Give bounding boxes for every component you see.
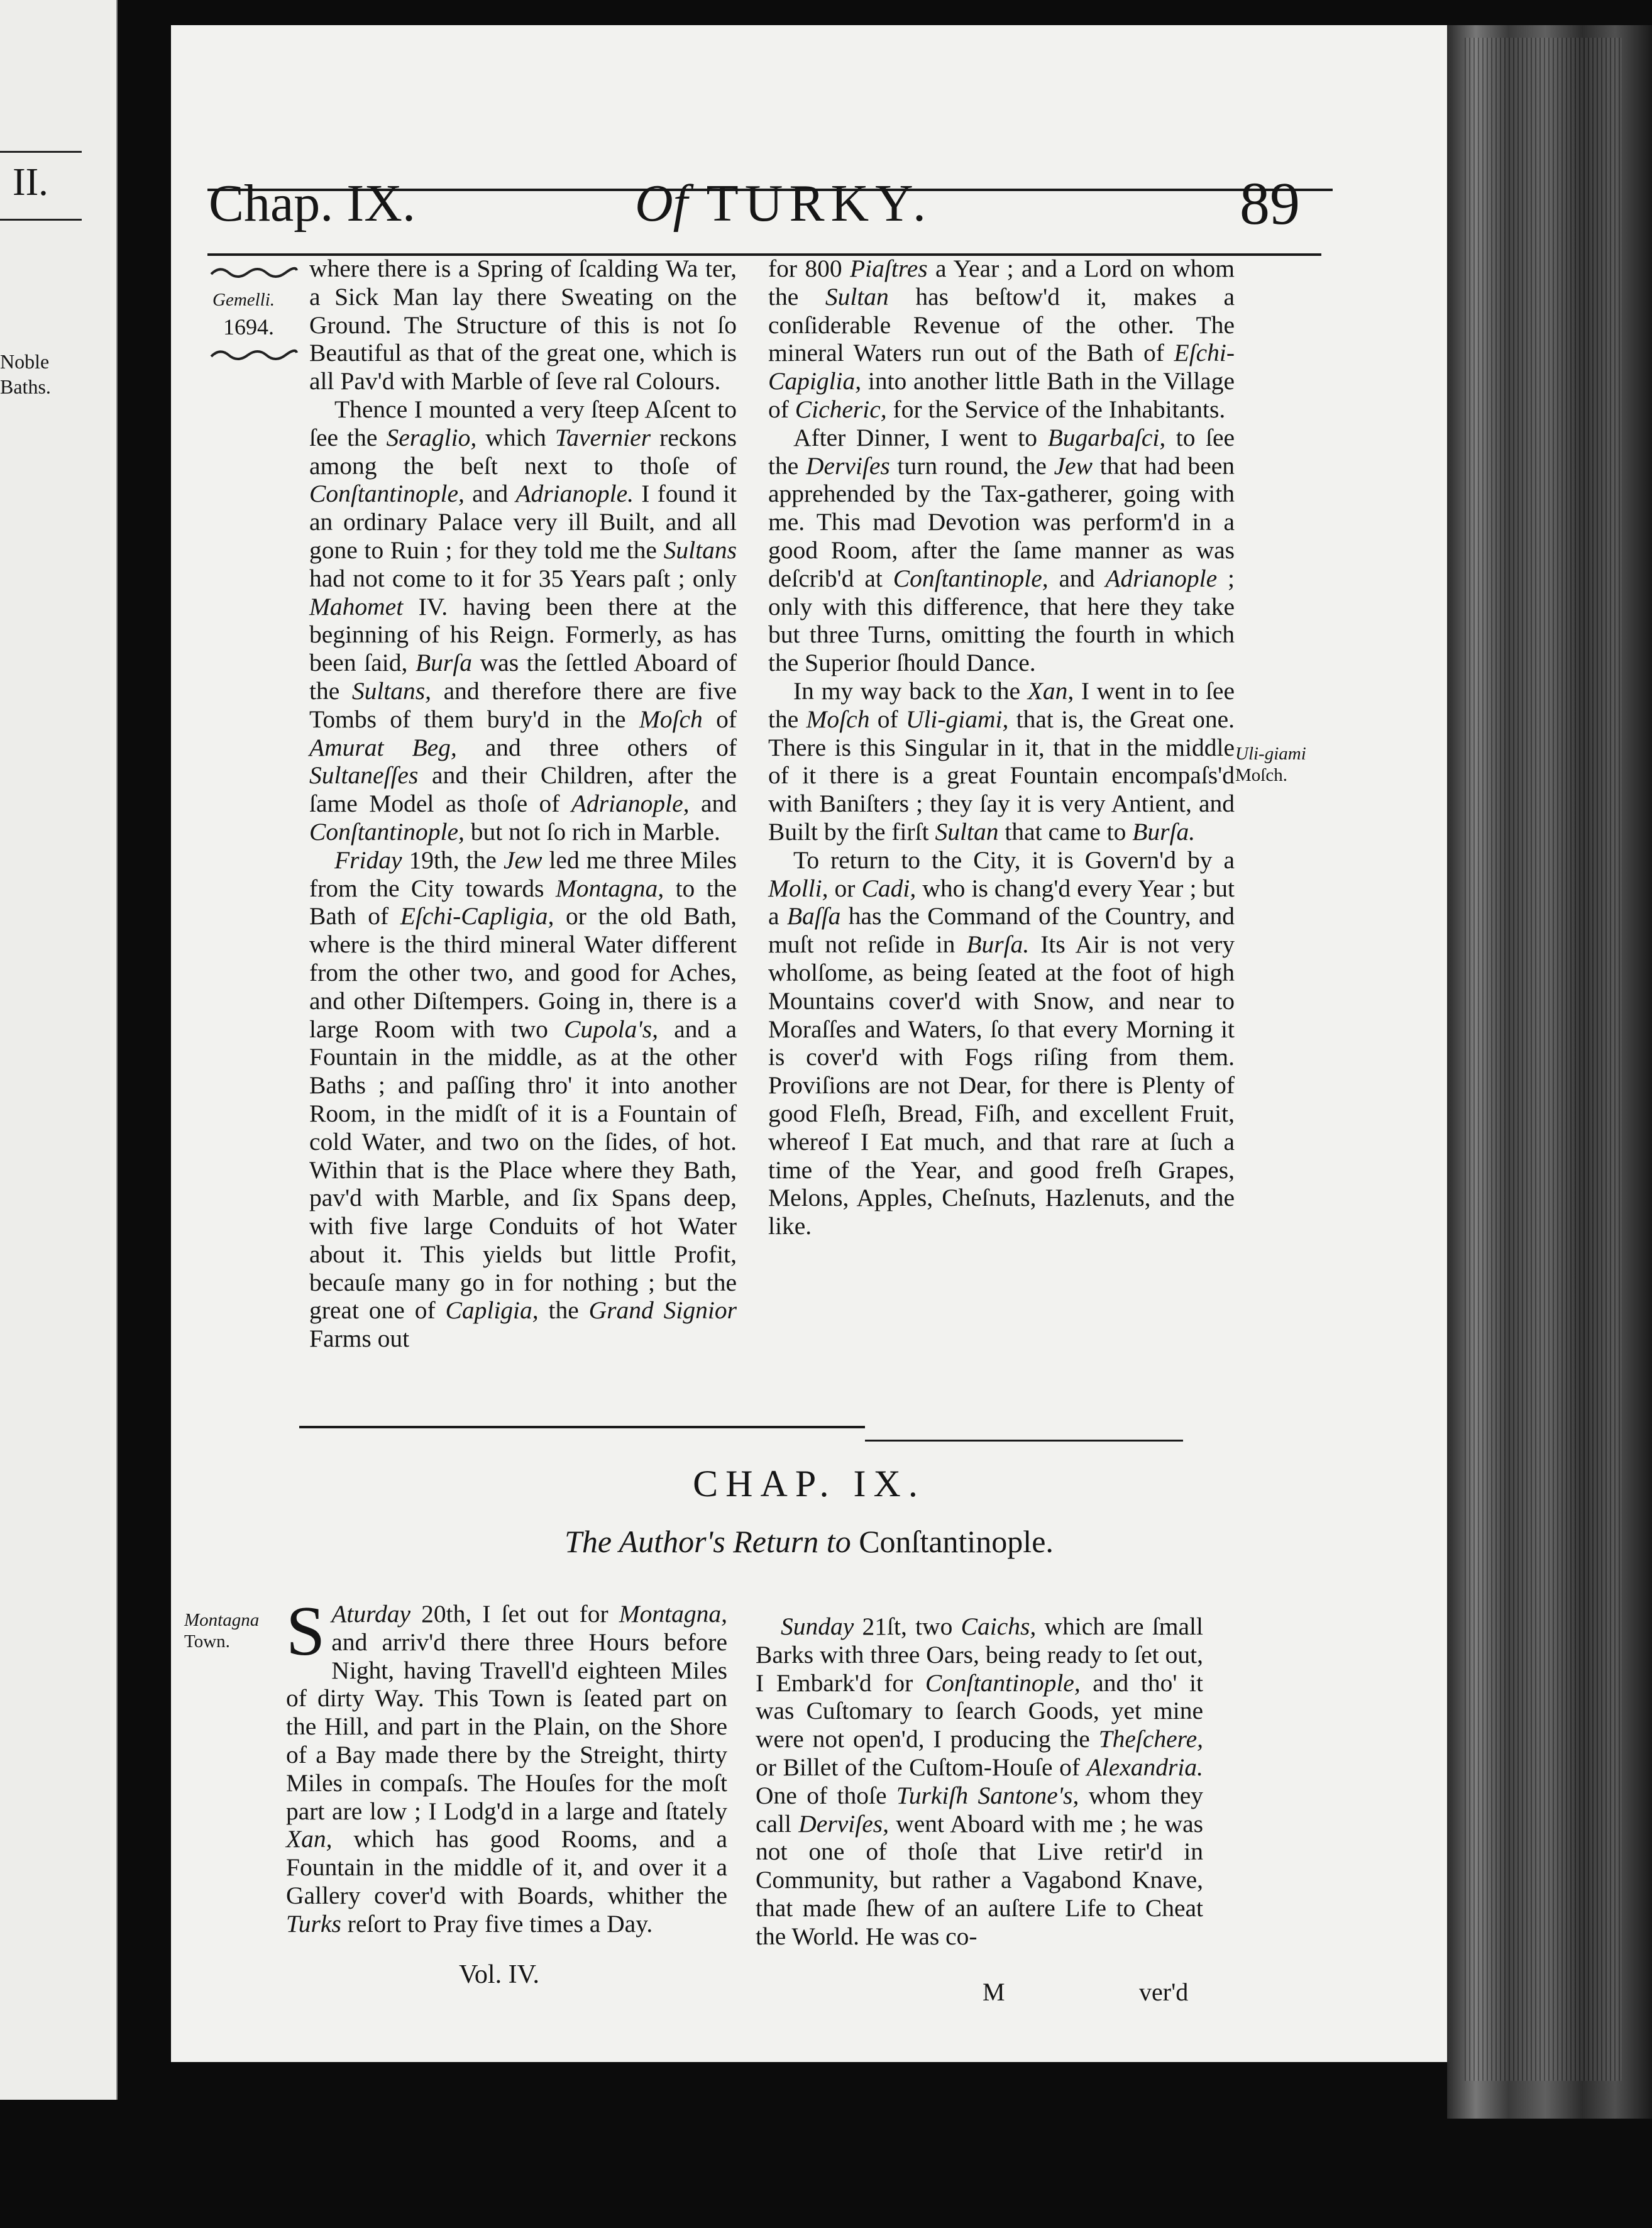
italic-term: Burſa.	[1132, 817, 1196, 846]
text-run: that came to	[998, 817, 1133, 846]
italic-term: Aturday	[331, 1600, 411, 1628]
italic-term: Derviſes,	[798, 1809, 889, 1838]
text-run: 21ſt, two	[854, 1613, 961, 1640]
section-divider-left	[299, 1426, 865, 1428]
italic-term: Cicheric,	[795, 395, 887, 423]
paragraph-sunday	[756, 1613, 1203, 1951]
chapter-subtitle-italic: The Author's Return to	[564, 1524, 851, 1559]
italic-term: Sultan	[825, 282, 889, 311]
italic-term: Adrianople	[1105, 564, 1218, 592]
flourish-ornament	[210, 265, 298, 279]
paragraph-continued	[309, 255, 737, 395]
text-run: and	[1048, 564, 1106, 592]
paragraph-city	[768, 846, 1235, 1240]
signature-mark: M	[983, 1978, 1005, 2006]
italic-term: Adrianople.	[515, 480, 634, 508]
right-column	[768, 255, 1235, 1240]
italic-term: Eſchi-Capiglia,	[768, 339, 1235, 395]
text-run: was the ſettled Aboard of the	[309, 649, 737, 705]
text-run: One of thoſe	[756, 1781, 896, 1809]
italic-term: Bugarbaſci,	[1047, 423, 1166, 451]
margin-note-line: Uli-giami	[1235, 744, 1306, 764]
text-run: the	[538, 1296, 589, 1325]
margin-note-line: Gemelli.	[212, 290, 275, 310]
italic-term: Conſtantinople,	[309, 480, 465, 508]
paragraph-friday	[309, 846, 737, 1353]
text-run: whom they call	[756, 1781, 1203, 1838]
margin-note-line: Town.	[184, 1631, 230, 1652]
italic-term: Moſch	[639, 705, 703, 733]
italic-term: Tavernier	[554, 423, 651, 451]
text-run: for 800	[768, 255, 851, 282]
text-run: turn round, the	[889, 451, 1054, 480]
italic-term: Turks	[286, 1909, 341, 1938]
italic-term: Burſa.	[966, 930, 1030, 959]
margin-note-line: Montagna	[184, 1610, 260, 1630]
text-run: After Dinner, I went to	[793, 423, 1048, 451]
text-run: and therefore there are five Tombs of them bury'd in the	[309, 676, 737, 733]
italic-term: Adrianople,	[571, 790, 690, 818]
italic-term: Amurat Beg,	[309, 733, 457, 761]
text-run: which are ſmall Barks with three Oars, being ready to ſet out, I Embark'd for	[756, 1613, 1203, 1697]
text-run: and tho' it was Cuſtomary to ſearch Goods, yet mine were not open'd, I producing the	[756, 1668, 1203, 1753]
margin-note-gemelli	[212, 289, 275, 311]
catchword: ver'd	[1139, 1978, 1189, 2006]
text-run: Thence I mounted a very ſteep Aſcent to ſee the	[309, 395, 737, 451]
italic-term: Conſtantinople,	[893, 564, 1049, 592]
margin-note-line: Noble	[0, 350, 50, 373]
italic-term: Sultans,	[351, 676, 432, 705]
paragraph-dervises	[768, 424, 1235, 677]
text-line: ral Colours.	[603, 367, 721, 395]
text-run: Its Air is not very wholſome, as being ſeated at the foot of high Mountains cover'd with Snow, and near to Moraſſes and Waters, ſo that every Morning it is cover'd with Fogs riſing from them. Proviſions are not Dear, for there is Plenty of good Fleſh, Bread, Fiſh, and excellent Fruit, whereof I Eat much, and that rare at ſuch a time of the Year, and good freſh Grapes, Melons, Apples, Cheſnuts, Hazlenuts, and the like.	[768, 930, 1235, 1240]
paragraph-mosch	[768, 677, 1235, 846]
italic-term: Alexandria.	[1086, 1753, 1203, 1781]
text-run: IV. having been there at the beginning of his Reign. Formerly, as has been ſaid,	[309, 592, 737, 677]
italic-term: Piaſtres	[850, 255, 928, 282]
lower-left-column	[286, 1592, 727, 1938]
book-page-edge-texture	[1465, 38, 1622, 2081]
margin-note-uli-giami	[1235, 743, 1306, 786]
italic-term: Xan,	[1027, 676, 1074, 705]
text-run: for the Service of the Inhabitants.	[886, 395, 1226, 423]
text-run: of	[869, 705, 906, 733]
text-line: where there is a Spring of ſcalding Wa	[309, 255, 698, 282]
previous-page-fragment: II.	[13, 161, 48, 204]
italic-term: Molli,	[768, 874, 829, 902]
text-run: Farms out	[309, 1325, 410, 1353]
margin-note-year: 1694.	[223, 314, 274, 339]
text-run: or the old Bath, where is the third mineral Water different from the other two, and good for Aches, and other Diſtempers. Going in, there is a large Room with two	[309, 902, 737, 1043]
section-divider-right	[865, 1440, 1183, 1442]
drop-cap: S	[286, 1592, 326, 1670]
text-run: into another little Bath in the Village of	[768, 367, 1235, 423]
text-run: or	[828, 874, 862, 902]
italic-term: Mahomet	[309, 592, 404, 620]
text-run: I found it an ordinary Palace very ill Built, and all gone to Ruin ; for they told me the	[309, 480, 737, 564]
italic-term: Moſch	[806, 705, 870, 733]
text-line: ter, a Sick Man lay there Sweating on	[309, 255, 737, 311]
text-run: but not ſo rich in Marble.	[464, 817, 720, 846]
italic-term: Theſchere,	[1098, 1725, 1203, 1753]
text-run: who is chang'd every Year ; but a	[768, 874, 1235, 930]
chapter-heading: CHAP. IX.	[693, 1463, 925, 1504]
text-line: which is all Pav'd with Marble of ſeve	[309, 339, 737, 395]
text-run: and	[464, 480, 516, 508]
text-run: and their Children, after the ſame Model as thoſe of	[309, 761, 737, 818]
text-line: the Ground. The Structure of this is	[309, 282, 737, 339]
text-run: has the Command of the Country, and muſt not reſide in	[768, 902, 1235, 959]
italic-term: Montagna,	[619, 1600, 727, 1628]
previous-page-edge	[0, 0, 118, 2100]
italic-term: Baſſa	[786, 902, 841, 930]
paragraph-seraglio	[309, 395, 737, 846]
italic-term: Sultaneſſes	[309, 761, 419, 790]
italic-term: Caichs,	[961, 1613, 1037, 1640]
previous-page-rule	[0, 151, 82, 153]
text-run: reſort to Pray five times a Day.	[341, 1909, 653, 1938]
paragraph-saturday	[286, 1592, 727, 1938]
text-run: and a Fountain in the middle, as at the other Baths ; and paſſing thro' it into another Room, in the midſt of it is a Fountain of cold Water, and two on the ſides, of hot. Within that is the Place where they Bath, pav'd with Marble, and ſix Spans deep, with five large Conduits of hot Water about it. This yields but little Profit, becauſe many go in for nothing ; but the great one of	[309, 1015, 737, 1325]
italic-term: Burſa	[416, 649, 473, 677]
text-run: ; only with this difference, that here they take but three Turns, omitting the fourth in which the Superior ſhould Dance.	[768, 564, 1235, 677]
text-run: To return to the City, it is Govern'd by a	[793, 846, 1235, 874]
text-run: and three others of	[456, 733, 737, 761]
text-run: reckons among the beſt next to thoſe of	[309, 423, 737, 480]
text-run: which	[476, 423, 555, 451]
text-run: led me three Miles from the City towards	[309, 846, 737, 902]
italic-term: Seraglio,	[386, 423, 477, 451]
text-run: has beſtow'd it, makes a conſiderable Revenue of the other. The mineral Waters run out of the Bath of	[768, 282, 1235, 367]
italic-term: Jew	[504, 846, 542, 874]
text-run: In my way back to the	[793, 676, 1028, 705]
left-column	[309, 255, 737, 1353]
italic-term: Sunday	[781, 1613, 854, 1640]
italic-term: Sultans	[663, 536, 737, 564]
text-run: 19th, the	[402, 846, 504, 874]
text-run: which has good Rooms, and a Fountain in the middle of it, and over it a Gallery cover'd with Boards, whither the	[286, 1825, 727, 1909]
text-run: or Billet of the Cuſtom-Houſe of	[756, 1753, 1087, 1781]
text-run: a Year ; and a Lord on whom the	[768, 255, 1235, 311]
flourish-ornament	[210, 348, 298, 361]
text-run: and	[689, 790, 737, 818]
margin-note-line: Baths.	[0, 375, 51, 398]
text-run: had not come to it for 35 Years paſt ; only	[309, 564, 737, 592]
italic-term: Derviſes	[805, 451, 890, 480]
volume-label: Vol. IV.	[459, 1960, 539, 1989]
italic-term: Cadi,	[861, 874, 917, 902]
text-run: went Aboard with me ; he was not one of thoſe that Live retir'd in Community, but rather a Vagabond Knave, that made ſhew of an auſtere Life to Cheat the World. He was co-	[756, 1809, 1204, 1950]
paragraph-piastres	[768, 255, 1235, 424]
italic-term: Montagna,	[555, 874, 664, 902]
italic-term: Uli-giami,	[905, 705, 1009, 733]
text-run: I went in to ſee the	[768, 676, 1235, 733]
italic-term: Eſchi-Capligia,	[400, 902, 554, 930]
text-run: that is, the Great one. There is this Singular in it, that in the middle of it there is a great Fountain encompaſs'd with Baniſters ; they ſay it is very Antient, and Built by the firſt	[768, 705, 1235, 846]
previous-page-margin-note	[0, 349, 51, 399]
italic-term: Capligia,	[445, 1296, 539, 1325]
text-run: to ſee the	[768, 423, 1235, 480]
chapter-subtitle-place: Conſtantinople.	[859, 1524, 1054, 1559]
italic-term: Grand Signior	[588, 1296, 737, 1325]
running-title-of: Of	[635, 174, 688, 233]
chapter-label: Chap. IX.	[209, 174, 416, 233]
italic-term: Turkiſh Santone's,	[896, 1781, 1079, 1809]
text-run: and arriv'd there three Hours before Night, having Travell'd eighteen Miles of dirty Way. This Town is ſeated part on the Hill, and part in the Plain, on the Shore of a Bay made there by the Streight, thirty Miles in compaſs. The Houſes for the moſt part are low ; I Lodg'd in a large and ſtately	[286, 1628, 727, 1825]
italic-term: Jew	[1054, 451, 1093, 480]
italic-term: Friday	[334, 846, 402, 874]
italic-term: Conſtantinople,	[309, 817, 465, 846]
italic-term: Conſtantinople,	[925, 1668, 1081, 1697]
text-run: that had been apprehended by the Tax-gatherer, going with me. This mad Devotion was perform'd in a good Room, after the ſame manner as was deſcrib'd at	[768, 451, 1235, 592]
margin-note-montagna	[184, 1609, 259, 1652]
text-run: to the Bath of	[309, 874, 737, 930]
text-line: not ſo Beautiful as that of the great one,	[309, 311, 737, 367]
previous-page-rule	[0, 219, 82, 221]
text-run: of	[702, 705, 737, 733]
chapter-subtitle	[171, 1523, 1447, 1560]
page-number: 89	[1240, 170, 1300, 237]
margin-note-line: Moſch.	[1235, 765, 1287, 785]
text-run: 20th, I ſet out for	[410, 1600, 619, 1628]
lower-right-column	[756, 1613, 1203, 1951]
running-title-main: TURKY.	[706, 174, 932, 233]
italic-term: Xan,	[286, 1825, 333, 1853]
running-title	[635, 173, 932, 234]
italic-term: Cupola's,	[564, 1015, 659, 1043]
italic-term: Sultan	[935, 817, 999, 846]
